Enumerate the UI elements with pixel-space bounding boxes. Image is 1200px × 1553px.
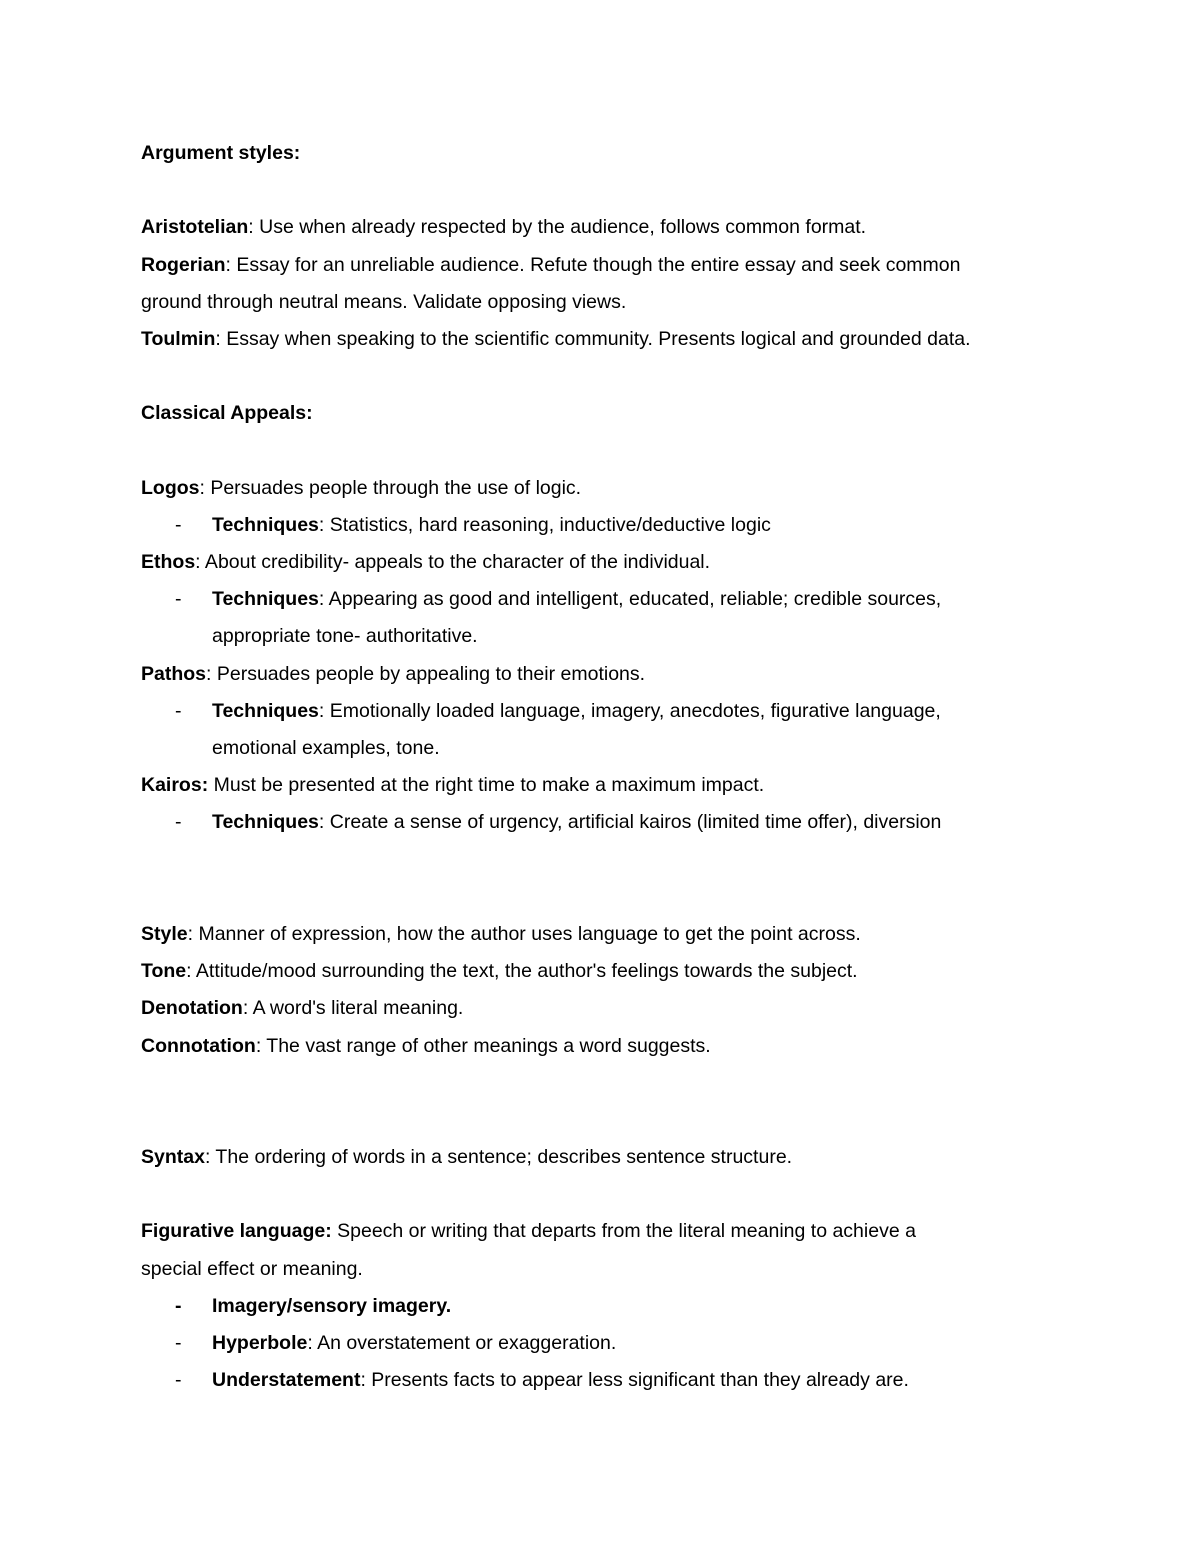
definition-logos: : Persuades people through the use of logic.: [199, 476, 582, 499]
techniques-label: Techniques: [212, 513, 319, 536]
spacer: [141, 842, 1081, 879]
term-figurative-language: Figurative language:: [141, 1220, 332, 1243]
kairos-techniques: [141, 804, 1081, 841]
term-pathos: Pathos: [141, 662, 207, 685]
definition-hyperbole: : An overstatement or exaggeration.: [307, 1332, 617, 1354]
definition-rogerian-cont: ground through neutral means. Validate opposing views.: [141, 290, 627, 313]
spacer: [141, 1065, 1081, 1102]
ethos-techniques-cont: appropriate tone- authoritative.: [212, 625, 478, 648]
techniques-label: Techniques: [212, 699, 319, 722]
bullet-dash: -: [175, 1332, 182, 1354]
definition-denotation: : A word's literal meaning.: [242, 997, 464, 1020]
entry-pathos: [141, 656, 1081, 693]
pathos-techniques: [141, 693, 1081, 730]
heading-argument-styles: Argument styles:: [141, 142, 301, 164]
term-aristotelian: Aristotelian: [141, 216, 249, 239]
logos-techniques: [141, 507, 1081, 544]
techniques-text: : Emotionally loaded language, imagery, anecdotes, figurative language,: [318, 699, 941, 722]
document-body: [141, 135, 1081, 1399]
term-ethos: Ethos: [141, 551, 196, 574]
figurative-item-understatement: [141, 1362, 1081, 1399]
bullet-dash: -: [175, 1369, 182, 1392]
definition-toulmin: : Essay when speaking to the scientific community. Presents logical and grounded data.: [215, 327, 971, 350]
spacer: [141, 879, 1081, 916]
pathos-techniques-cont: emotional examples, tone.: [212, 737, 440, 759]
figurative-item-hyperbole: [141, 1325, 1081, 1362]
entry-ethos: [141, 544, 1081, 581]
entry-syntax: [141, 1139, 1081, 1176]
definition-style: : Manner of expression, how the author uses language to get the point across.: [187, 922, 861, 945]
definition-figurative-language-cont: special effect or meaning.: [141, 1257, 363, 1280]
heading-classical-appeals: Classical Appeals:: [141, 402, 313, 425]
entry-figurative-language: [141, 1213, 1081, 1250]
entry-tone: [141, 953, 1081, 990]
spacer: [141, 433, 1081, 470]
spacer: [141, 1102, 1081, 1139]
term-logos: Logos: [141, 476, 200, 499]
bullet-dash: -: [175, 513, 182, 536]
entry-logos: [141, 470, 1081, 507]
entry-style: [141, 916, 1081, 953]
definition-pathos: : Persuades people by appealing to their emotions.: [206, 662, 646, 685]
techniques-text: : Statistics, hard reasoning, inductive/deductive logic: [318, 513, 771, 536]
spacer: [141, 358, 1081, 395]
entry-toulmin: [141, 321, 1081, 358]
spacer: [141, 172, 1081, 209]
term-rogerian: Rogerian: [141, 253, 226, 276]
techniques-text: : Appearing as good and intelligent, educated, reliable; credible sources,: [318, 588, 942, 611]
entry-kairos: [141, 767, 1081, 804]
term-hyperbole: Hyperbole: [212, 1332, 308, 1354]
term-toulmin: Toulmin: [141, 327, 216, 350]
bullet-dash: -: [175, 1294, 182, 1317]
entry-rogerian: [141, 247, 1081, 284]
definition-tone: : Attitude/mood surrounding the text, the author's feelings towards the subject.: [186, 960, 858, 983]
entry-aristotelian: [141, 209, 1081, 246]
techniques-text: : Create a sense of urgency, artificial kairos (limited time offer), diversion: [318, 811, 942, 834]
term-imagery: Imagery/sensory imagery.: [212, 1294, 452, 1317]
definition-understatement: : Presents facts to appear less significant than they already are.: [360, 1369, 909, 1392]
term-understatement: Understatement: [212, 1369, 361, 1392]
spacer: [141, 1176, 1081, 1213]
bullet-dash: -: [175, 699, 182, 722]
term-syntax: Syntax: [141, 1146, 205, 1169]
definition-ethos: : About credibility- appeals to the character of the individual.: [195, 551, 711, 574]
definition-kairos: Must be presented at the right time to make a maximum impact.: [208, 774, 765, 797]
definition-aristotelian: : Use when already respected by the audience, follows common format.: [248, 216, 867, 239]
techniques-label: Techniques: [212, 588, 319, 611]
term-tone: Tone: [141, 960, 187, 983]
term-style: Style: [141, 922, 188, 945]
definition-figurative-language: Speech or writing that departs from the literal meaning to achieve a: [331, 1220, 916, 1243]
term-kairos: Kairos:: [141, 774, 209, 797]
definition-syntax: : The ordering of words in a sentence; describes sentence structure.: [204, 1146, 793, 1169]
term-connotation: Connotation: [141, 1034, 256, 1057]
term-denotation: Denotation: [141, 997, 243, 1020]
definition-rogerian: : Essay for an unreliable audience. Refute though the entire essay and seek common: [225, 253, 961, 276]
bullet-dash: -: [175, 811, 182, 834]
definition-connotation: : The vast range of other meanings a word suggests.: [255, 1034, 711, 1057]
entry-connotation: [141, 1028, 1081, 1065]
techniques-label: Techniques: [212, 811, 319, 834]
bullet-dash: -: [175, 588, 182, 611]
ethos-techniques: [141, 581, 1081, 618]
entry-denotation: [141, 990, 1081, 1027]
figurative-item-imagery: [141, 1288, 1081, 1325]
